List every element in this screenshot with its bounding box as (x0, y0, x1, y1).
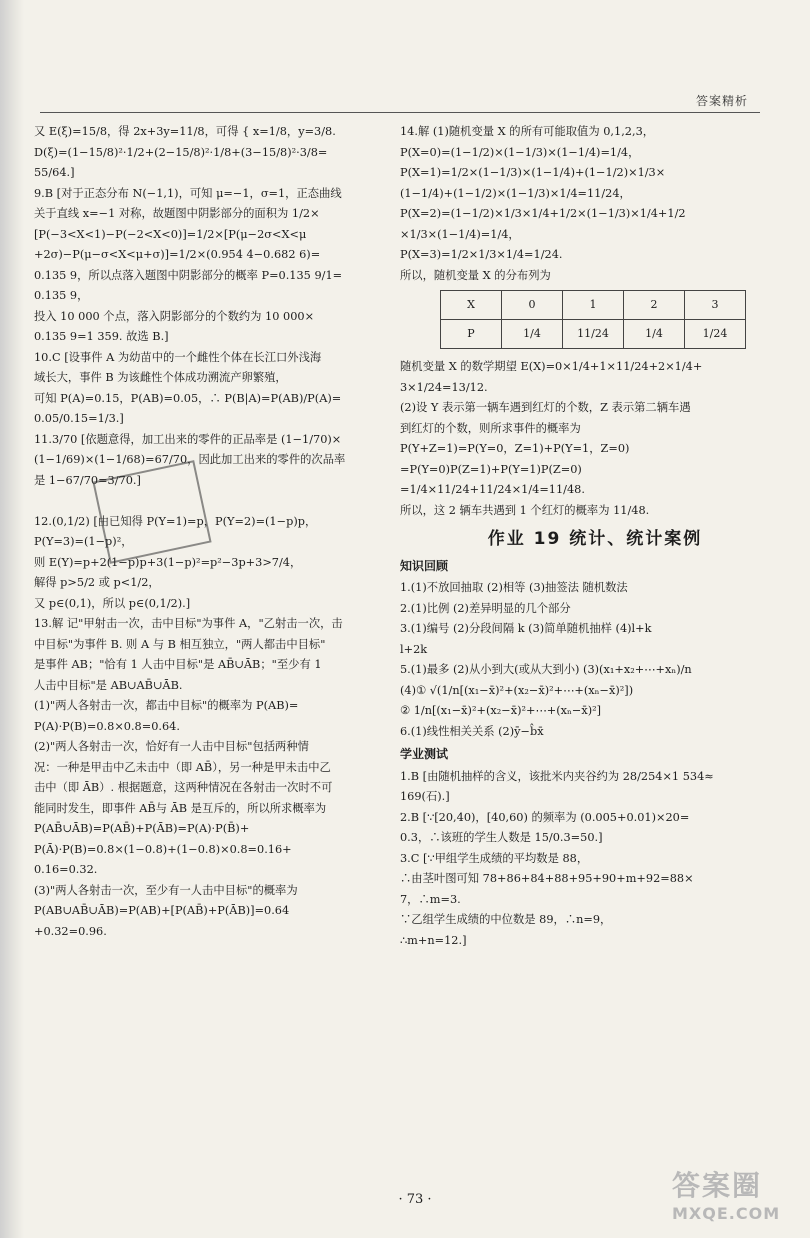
header-rule (40, 112, 760, 113)
answer-line: 关于直线 x=−1 对称，故题图中阴影部分的面积为 1/2× (34, 207, 320, 220)
knowledge-line: l+2k (400, 642, 428, 656)
answer-line: 9.B [对于正态分布 N(−1,1)，可知 μ=−1，σ=1，正态曲线 (34, 186, 342, 200)
answer-line: P(AB̄∪ĀB)=P(AB̄)+P(ĀB)=P(A)·P(B̄)+ (34, 822, 250, 835)
knowledge-line: 5.(1)最多 (2)从小到大(或从大到小) (3)(x₁+x₂+⋯+xₙ)/n (400, 663, 692, 676)
practice-line: ∴m+n=12.] (400, 933, 467, 947)
answer-line: 击中（即 ĀB）. 根据题意，这两种情况在各射击一次时不可 (34, 781, 333, 794)
table-cell: 2 (624, 291, 685, 320)
knowledge-line: 3.(1)编号 (2)分段间隔 k (3)简单随机抽样 (4)l+k (400, 622, 652, 635)
distribution-table (440, 290, 746, 349)
q14-solution (400, 122, 790, 286)
answer-line: 0.135 9， (34, 289, 89, 302)
answer-line: 0.135 9=1 359. 故选 B.] (34, 330, 169, 343)
answer-line: (1−1/4)+(1−1/2)×(1−1/3)×1/4=11/24， (400, 186, 631, 200)
section-title: 作业 19 统计、统计案例 (487, 529, 703, 549)
answer-line: 13.解 记"甲射击一次，击中目标"为事件 A，"乙射击一次，击 (34, 617, 343, 630)
practice-line: ∴由茎叶图可知 78+86+84+88+95+90+m+92=88× (400, 872, 694, 885)
page-header: 答案精析 (695, 94, 748, 108)
answer-line: 可知 P(A)=0.15，P(AB)=0.05，∴ P(B|A)=P(AB)/P(A)= (34, 391, 342, 405)
answer-line: P(Y+Z=1)=P(Y=0，Z=1)+P(Y=1，Z=0) (400, 442, 630, 455)
answer-line: 0.05/0.15=1/3.] (34, 412, 124, 425)
answer-line: ×1/3×(1−1/4)=1/4， (400, 227, 520, 241)
answer-line: 12.(0,1/2) [由已知得 P(Y=1)=p，P(Y=2)=(1−p)p， (34, 514, 317, 528)
answer-line: P(Ā)·P(B)=0.8×(1−0.8)+(1−0.8)×0.8=0.16+ (34, 842, 292, 856)
answer-line: 是 1−67/70=3/70.] (34, 473, 141, 487)
table-cell: 1/24 (685, 320, 746, 349)
left-column (34, 122, 396, 942)
table-cell: 1/4 (624, 320, 685, 349)
answer-line: 随机变量 X 的数学期望 E(X)=0×1/4+1×11/24+2×1/4+ (400, 360, 703, 373)
answer-line: 是事件 AB；"恰有 1 人击中目标"是 AB̄∪ĀB；"至少有 1 (34, 658, 322, 671)
answer-line: (1−1/69)×(1−1/68)=67/70，因此加工出来的零件的次品率 (34, 453, 346, 466)
table-cell: 3 (685, 291, 746, 320)
knowledge-heading: 知识回顾 (400, 558, 449, 573)
answer-line: 能同时发生，即事件 AB̄与 ĀB 是互斥的，所以所求概率为 (34, 801, 327, 815)
answer-line: =P(Y=0)P(Z=1)+P(Y=1)P(Z=0) (400, 462, 582, 476)
knowledge-review (400, 578, 790, 742)
answer-line: +0.32=0.96. (34, 924, 107, 938)
knowledge-line: 6.(1)线性相关关系 (2)ȳ−b̂x̄ (400, 724, 544, 738)
answer-line: P(Y=3)=(1−p)²， (34, 535, 133, 548)
answer-line: 所以，随机变量 X 的分布列为 (400, 268, 551, 282)
knowledge-line: ② 1/n[(x₁−x̄)²+(x₂−x̄)²+⋯+(xₙ−x̄)²] (400, 704, 602, 717)
answer-line: (1)"两人各射击一次，都击中目标"的概率为 P(AB)= (34, 699, 299, 712)
answer-line: 到红灯的个数，则所求事件的概率为 (400, 421, 581, 435)
answer-line: P(AB∪AB̄∪ĀB)=P(AB)+[P(AB̄)+P(ĀB)]=0.64 (34, 904, 290, 917)
answer-line: 况：一种是甲击中乙未击中（即 AB̄），另一种是甲未击中乙 (34, 760, 331, 774)
table-cell: P (441, 320, 502, 349)
scan-edge-shadow (0, 0, 24, 1238)
answer-line: 55/64.] (34, 166, 75, 179)
answer-line: D(ξ)=(1−15/8)²·1/2+(2−15/8)²·1/8+(3−15/8)²·3/8= (34, 145, 328, 159)
answer-line: 10.C [设事件 A 为幼苗中的一个雌性个体在长江口外浅海 (34, 350, 322, 364)
practice-line: 169(石).] (400, 790, 450, 803)
answer-line: P(X=3)=1/2×1/3×1/4=1/24. (400, 248, 563, 261)
table-row (441, 291, 746, 320)
knowledge-line: 1.(1)不放回抽取 (2)相等 (3)抽签法 随机数法 (400, 581, 628, 594)
practice-line: 2.B [∵[20,40)，[40,60) 的频率为 (0.005+0.01)×20= (400, 810, 690, 824)
answer-line: [P(−3<X<1)−P(−2<X<0)]=1/2×[P(μ−2σ<X<μ (34, 227, 307, 241)
table-cell: 0 (502, 291, 563, 320)
answer-line: 又 E(ξ)=15/8，得 2x+3y=11/8，可得 { x=1/8，y=3/8. (34, 125, 336, 138)
practice-line: 7，∴m=3. (400, 892, 461, 906)
table-cell: 1/4 (502, 320, 563, 349)
practice-line: 1.B [由随机抽样的含义，该批米内夹谷约为 28/254×1 534≈ (400, 769, 714, 783)
answer-line: 3×1/24=13/12. (400, 380, 488, 394)
answer-line: 人击中目标"是 AB∪AB̄∪ĀB. (34, 678, 183, 692)
answer-line: 又 p∈(0,1)，所以 p∈(0,1/2).] (34, 596, 191, 610)
answer-line: 域长大，事件 B 为该雌性个体成功溯流产卵繁殖， (34, 371, 287, 384)
watermark-logo: 答案圈 (672, 1169, 763, 1202)
right-column (400, 122, 790, 951)
practice-test (400, 767, 790, 952)
answer-line: P(X=2)=(1−1/2)×1/3×1/4+1/2×(1−1/3)×1/4+1/2 (400, 207, 686, 220)
answer-line: 0.135 9，所以点落入题图中阴影部分的概率 P=0.135 9/1= (34, 268, 343, 282)
site-watermark (672, 1168, 782, 1228)
answer-line: 中目标"为事件 B. 则 A 与 B 相互独立，"两人都击中目标" (34, 637, 326, 651)
knowledge-line: (4)① √(1/n[(x₁−x̄)²+(x₂−x̄)²+⋯+(xₙ−x̄)²]) (400, 683, 634, 697)
answer-line: 投入 10 000 个点，落入阴影部分的个数约为 10 000× (34, 309, 315, 323)
answer-line: 11.3/70 [依题意得，加工出来的零件的正品率是 (1−1/70)× (34, 432, 342, 446)
practice-line: 3.C [∵甲组学生成绩的平均数是 88， (400, 851, 589, 865)
answer-page (30, 0, 800, 1238)
answer-line: (3)"两人各射击一次，至少有一人击中目标"的概率为 (34, 883, 298, 897)
practice-line: ∵乙组学生成绩的中位数是 89，∴n=9， (400, 913, 612, 926)
watermark-url: MXQE.COM (672, 1204, 781, 1223)
answer-line: P(A)·P(B)=0.8×0.8=0.64. (34, 719, 180, 733)
answer-line: 解得 p>5/2 或 p<1/2， (34, 576, 160, 589)
table-cell: 1 (563, 291, 624, 320)
answer-line: (2)"两人各射击一次，恰好有一人击中目标"包括两种情 (34, 740, 309, 753)
q14-solution-continued (400, 357, 790, 521)
answer-line: +2σ)−P(μ−σ<X<μ+σ)]=1/2×(0.954 4−0.682 6)= (34, 248, 321, 261)
answer-line: 所以，这 2 辆车共遇到 1 个红灯的概率为 11/48. (400, 503, 650, 517)
answer-line: 则 E(Y)=p+2(1−p)p+3(1−p)²=p²−3p+3>7/4， (34, 555, 302, 569)
practice-line: 0.3，∴该班的学生人数是 15/0.3=50.] (400, 831, 603, 844)
page-number: · 73 · (398, 1192, 432, 1207)
answer-line: (2)设 Y 表示第一辆车遇到红灯的个数，Z 表示第二辆车遇 (400, 401, 691, 414)
answer-line: 14.解 (1)随机变量 X 的所有可能取值为 0,1,2,3， (400, 125, 655, 138)
knowledge-line: 2.(1)比例 (2)差异明显的几个部分 (400, 601, 571, 615)
table-cell: 11/24 (563, 320, 624, 349)
answer-line: P(X=0)=(1−1/2)×(1−1/3)×(1−1/4)=1/4， (400, 145, 640, 159)
answer-line: 0.16=0.32. (34, 863, 98, 876)
answer-line: =1/4×11/24+11/24×1/4=11/48. (400, 483, 585, 496)
table-row (441, 320, 746, 349)
answer-line: P(X=1)=1/2×(1−1/3)×(1−1/4)+(1−1/2)×1/3× (400, 166, 666, 179)
table-cell: X (441, 291, 502, 320)
practice-heading: 学业测试 (400, 747, 449, 761)
answer-line (34, 491, 396, 512)
